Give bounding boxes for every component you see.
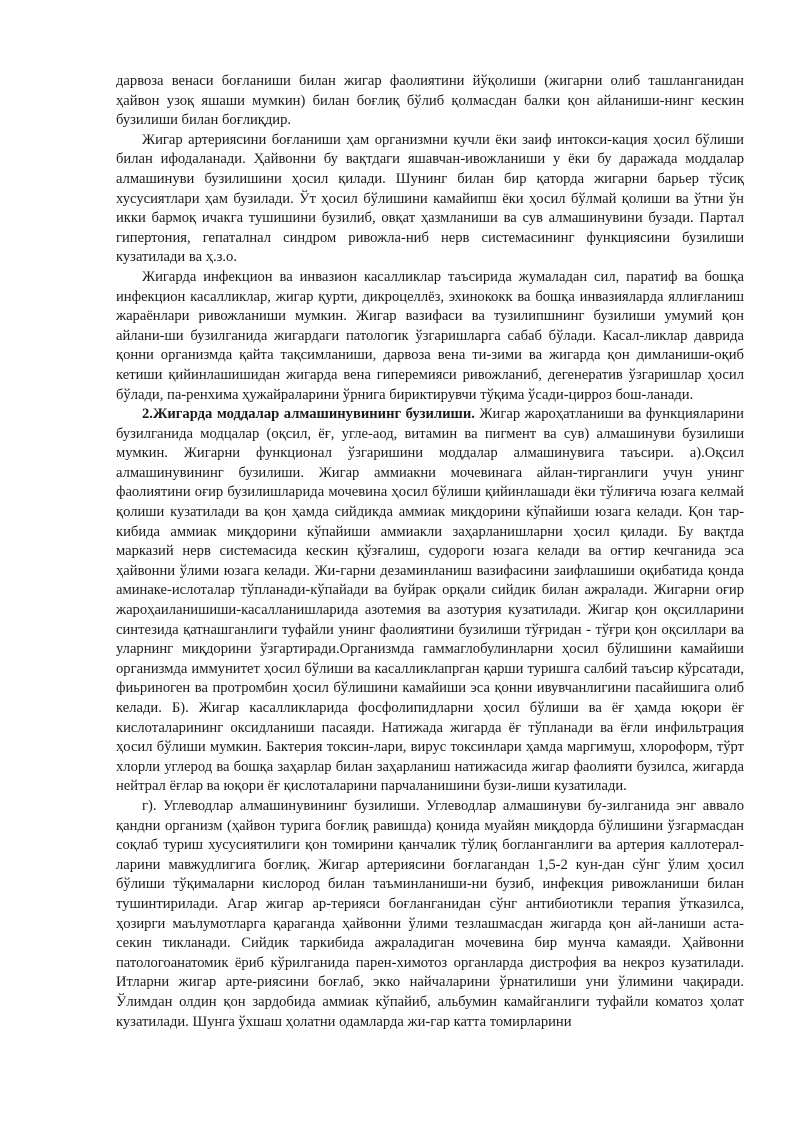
paragraph: дарвоза венаси боғланиши билан жигар фаолиятини йўқолиши (жигарни олиб ташланганидан ҳайвон узоқ яшаши мумкин) билан боғлиқ бўлиб қолмасдан балки қон айланиши-нинг кескин бузилиши билан боғлиқдир. [116,73,744,129]
paragraph [116,405,744,797]
paragraph-body: Жигар жароҳатланиши ва функцияларини бузилганида модцалар (оқсил, ёғ, угле-аод, витамин ва пигмент ва сув) алмашинуви бузилиши мумкин. Жигарни функционал ўзгаришини моддалар алмашинувига таъсири. а).Оқсил алмашинувининг бузилиши. Жигар аммиакни мочевинага айлан-тирганлиги учун унинг фаолиятини оғир бузилишларида мочевина ҳосил бўлиши қийинлашади ёки тўлиғича юзага келмай қолиши кузатилади ва қон ҳамда сийдикда аммиак миқдорини кўпайиши юзага келади. Қон тар-кибида аммиак миқдорини кўпайиши аммиакли заҳарланишларни ҳосил қилади. Бу вақтда марказий нерв системасида кескин қўзғалиш, судороги юзага келади ва оғтир кечганида эса ҳайвонни ўлими юзага келади. Жи-гарни дезаминланиш вазифасини заифлашиши оқибатида қонда аминаке-ислоталар тўпланади-кўпайади ва буйрак орқали сийдик билан ажралади. Жигарни оғир жароҳаиланишиши-касалланишларида азотемия ва азотурия кузатилади. Жигар қон оқсилларини синтезида қатнашганлиги туфайли унинг фаолиятини бузилиши тўғридан - тўғри қон оқсиллари ва уларнинг миқдорини ўзгартиради.Организмда гаммаглобулинларни ҳосил бўлишини камайиши организмда иммунитет ҳосил бўлиши ва касалликлапрган қарши туришга салбий таъсир кўрсатади, фиьриноген ва протромбин ҳосил бўлишини камайиши эса қонни ивувчанлигини пасайишига олиб келади. Б). Жигар касалликларида фосфолипидларни ҳосил бўлиши ва ёғ ҳамда юқори ёғ кислоталарининг оксидланиши пасаяди. Натижада жигарда ёғ тўпланади ва ёғли инфильтрация ҳосил бўлиши мумкин. Бактерия токсин-лари, вирус токсинлари ҳамда маргимуш, хлороформ, тўрт хлорли углерод ва бошқа заҳарлар билан заҳарланиш натижасида жигар фаолияти бузилса, жигарда нейтрал ёғлар ва юқори ёғ қислоталарини парчаланишини бузи-лиши кузатилади. [116,406,744,795]
document-page [116,72,744,1032]
paragraph: Жигарда инфекцион ва инвазион касалликлар таъсирида жумаладан сил, паратиф ва бошқа инфекцион касалликлар, жигар қурти, дикроцеллёз, эхинококк ва бошқа инвазияларда яллиғланиш жараёнлари ривожланиши мумкин. Жигар вазифаси ва тузилипшнинг бузилиши умумий қон айлани-ши бузилганида жигардаги патологик ўзгаришларга сабаб бўлади. Касал-ликлар даврида қонни организмда қайта тақсимланиши, дарвоза вена ти-зими ва жигарда қон димланиши-оқиб кетиши қийинлашишидан жигарда вена гиперемияси ривожланиб, дегенератив ўзгаришлар ҳосил бўлади, па-ренхима ҳужайраларини ўрнига бириктирувчи тўқима ўсади-цирроз бош-ланади. [116,268,744,403]
paragraph: Жигар артериясини боғланиши ҳам организмни кучли ёки заиф интокси-кация ҳосил бўлиши билан ифодаланади. Ҳайвонни бу вақтдаги яшавчан-ивожланиши у ёки бу даражада моддалар алмашинуви бузилишини ҳосил қилади. Шунинг билан бир қаторда жигарни барьер тўсиқ хусусиятлари ҳам бузилади. Ўт ҳосил бўлишини камайипш ёки ҳосил бўлмай қолиши ва ўтни ўн икки бармоқ ичакга тушишини бузилиб, овқат ҳазмланиши ва сув алмашинувини бузади. Партал гипертония, гепаталнал синдром ривожла-ниб нерв системасининг функциясини бузилиши кузатилади ва ҳ.з.о. [116,131,744,266]
section-heading: 2.Жигарда моддалар алмашинувининг бузилиши. [142,406,475,423]
paragraph: г). Углеводлар алмашинувининг бузилиши. Углеводлар алмашинуви бу-зилганида энг аввало қандни организм (ҳайвон турига боғлиқ равишда) қонида муайян миқдорда бўлишини ўзгармасдан соқлаб туриш хусусиятилиги қон томирини қанчалик тўлиқ богланганлиги ва артерия каллотерал-ларини мавжудлигига боғлиқ. Жигар артериясини боғлагандан 1,5-2 кун-дан сўнг ўлим ҳосил бўлиши тўқималарни кислород билан таъминланиши-ни бузиб, инфекция ривожланиши билан тушинтирилади. Агар жигар ар-терияси боғланганидан сўнг антибиотикли терапия ўтказилса, ҳозирги маълумотларга қараганда ҳайвонни ўлими тезлашмасдан жигарда қон ай-ланиши аста-секин тикланади. Сийдик таркибида ажраладиган мочевина бир мунча камаяди. Ҳайвонни патологоанатомик ёриб кўрилганида парен-химотоз органларда дистрофия ва некроз кузатилади. Итларни жигар арте-риясини боғлаб, экко найчаларини ўрнатилиши уни ўлимини чақиради. Ўлимдан олдин қон зардобида аммиак кўпайиб, альбумин камайганлиги туфайли коматоз ҳолат кузатилади. Шунга ўхшаш ҳолатни одамларда жи-гар катта томирларини [116,797,744,1030]
